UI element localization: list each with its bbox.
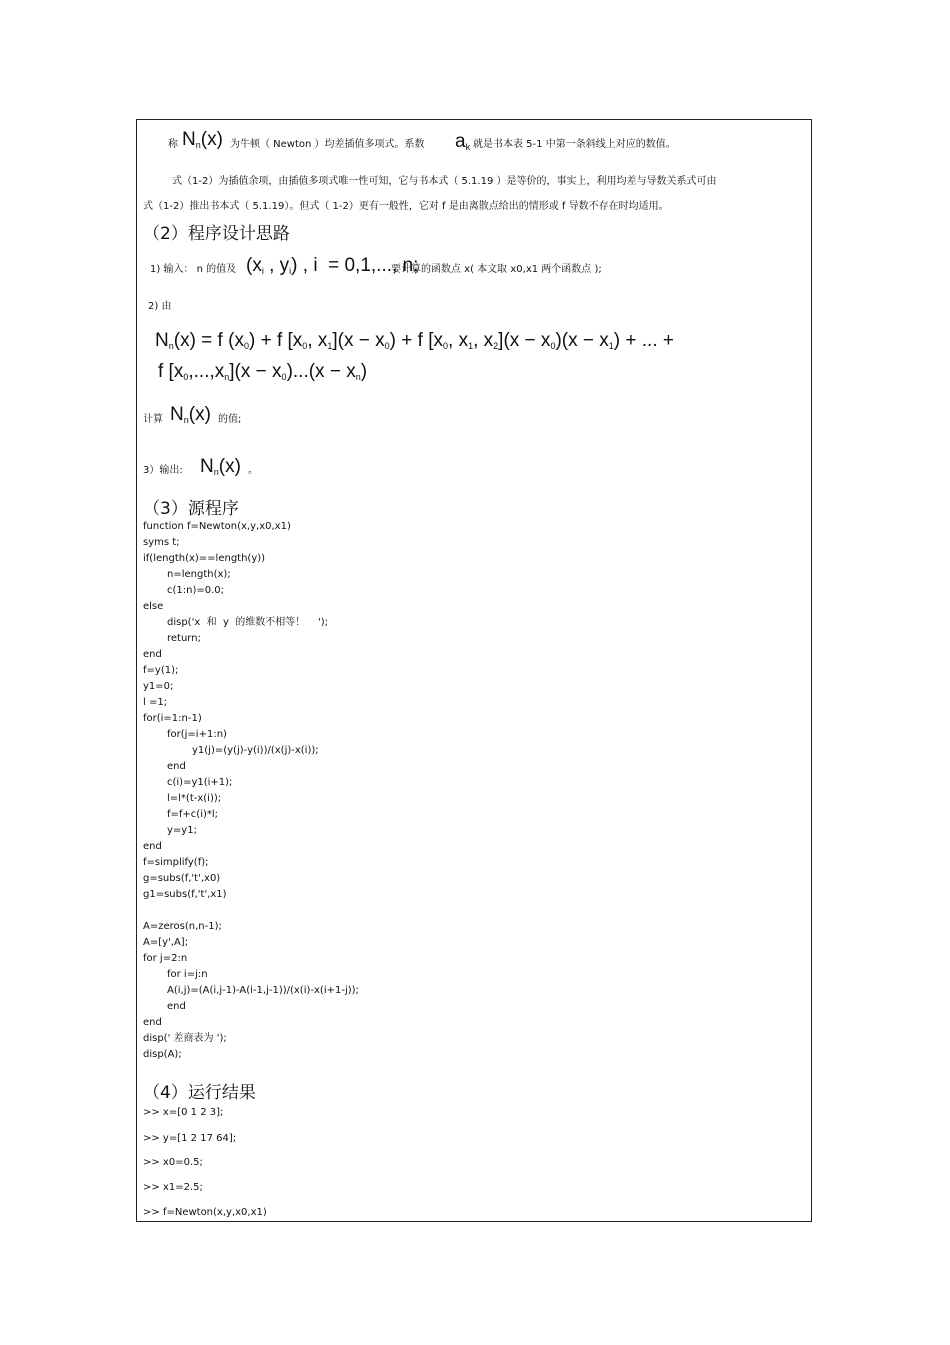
newton-formula-line2: f $[x_0,...,x_n](x - x_0)...(x - x_n)$ [158, 361, 368, 382]
code-line: for j=2:n [143, 953, 188, 964]
code-line: y1(j)=(y(j)-y(i))/(x(j)-x(i)); [192, 745, 319, 756]
code-line: end [167, 761, 186, 772]
code-line: c(1:n)=0.0; [167, 585, 225, 596]
code-line: y=y1; [167, 825, 197, 836]
code-line: g=subs(f,'t',x0) [143, 873, 221, 884]
code-line: else [143, 601, 164, 612]
code-line: A=[y',A]; [143, 937, 189, 948]
code-line: syms t; [143, 537, 180, 548]
math-Nn-x: $N_n(x)$ [200, 456, 241, 477]
code-line: A=zeros(n,n-1); [143, 921, 222, 932]
code-line: y1=0; [143, 681, 174, 692]
code-line: disp(A); [143, 1049, 182, 1060]
code-line: for(i=1:n-1) [143, 713, 202, 724]
session-line: >> x=[0 1 2 3]; [143, 1107, 224, 1118]
code-line: function f=Newton(x,y,x0,x1) [143, 521, 291, 532]
section-heading: （3）源程序 [143, 499, 239, 519]
code-line: disp(' 差商表为 '); [143, 1033, 227, 1044]
step-text: 要计算的函数点 x( 本文取 x0,x1 两个函数点 ); [391, 264, 602, 275]
section-heading: （4）运行结果 [143, 1083, 256, 1103]
code-line: f=f+c(i)*l; [167, 809, 219, 820]
section-heading: （2）程序设计思路 [143, 224, 290, 244]
step-text: 的值; [218, 414, 242, 425]
code-line: return; [167, 633, 201, 644]
math-points: ($x_i$ , $y_i$) , i = 0,1,..., n; [246, 255, 419, 276]
code-line: for i=j:n [167, 969, 208, 980]
intro-text: 为牛顿（ Newton ）均差插值多项式。系数 [230, 139, 425, 150]
code-line: for(j=i+1:n) [167, 729, 227, 740]
code-line: disp('x 和 y 的维数不相等！ '); [167, 617, 328, 628]
code-line: c(i)=y1(i+1); [167, 777, 233, 788]
code-line: f=simplify(f); [143, 857, 209, 868]
math-ak: $a_k$ [455, 131, 471, 152]
intro-text: 称 [168, 139, 178, 150]
step-text: 1) 输入： n 的值及 [150, 264, 237, 275]
newton-formula-line1: $N_n(x) = f$ $(x_0) + f$ [$x_0$, $x_1](x - x_0) + f$ [$x_0$, $x_1$, $x_2](x - x_0)(x - x_1)$ + ... + [155, 330, 674, 351]
code-line: end [167, 1001, 186, 1012]
code-line: if(length(x)==length(y)) [143, 553, 266, 564]
session-line: >> x1=2.5; [143, 1182, 203, 1193]
step-text: 2) 由 [148, 301, 172, 312]
code-line: A(i,j)=(A(i,j-1)-A(i-1,j-1))/(x(i)-x(i+1-j)); [167, 985, 359, 996]
session-line: >> y=[1 2 17 64]; [143, 1133, 237, 1144]
step-text: 。 [248, 465, 258, 476]
intro-text: 就是书本表 5-1 中第一条斜线上对应的数值。 [473, 139, 676, 150]
code-line: end [143, 1017, 162, 1028]
code-line: n=length(x); [167, 569, 231, 580]
code-line: end [143, 841, 162, 852]
code-line: l =1; [143, 697, 168, 708]
code-line: g1=subs(f,'t',x1) [143, 889, 227, 900]
intro-text: 式（1-2）为插值余项，由插值多项式唯一性可知，它与书本式（ 5.1.19 ）是等价的，事实上，利用均差与导数关系式可由 [172, 176, 717, 187]
source-code-block [143, 519, 359, 1063]
code-line: l=l*(t-x(i)); [167, 793, 222, 804]
math-Nn-x: $N_n(x)$ [182, 129, 223, 150]
code-line: f=y(1); [143, 665, 179, 676]
intro-text: 式（1-2）推出书本式（ 5.1.19）。但式（ 1-2）更有一般性，它对 f 是由离散点给出的情形或 f 导数不存在时均适用。 [143, 201, 669, 212]
code-blank-line [143, 903, 359, 919]
math-Nn-x: $N_n(x)$ [170, 404, 211, 425]
session-line: >> x0=0.5; [143, 1157, 203, 1168]
code-line: end [143, 649, 162, 660]
session-line: >> f=Newton(x,y,x0,x1) [143, 1207, 267, 1218]
step-text: 计算 [143, 414, 163, 425]
step-text: 3）输出: [143, 465, 183, 476]
